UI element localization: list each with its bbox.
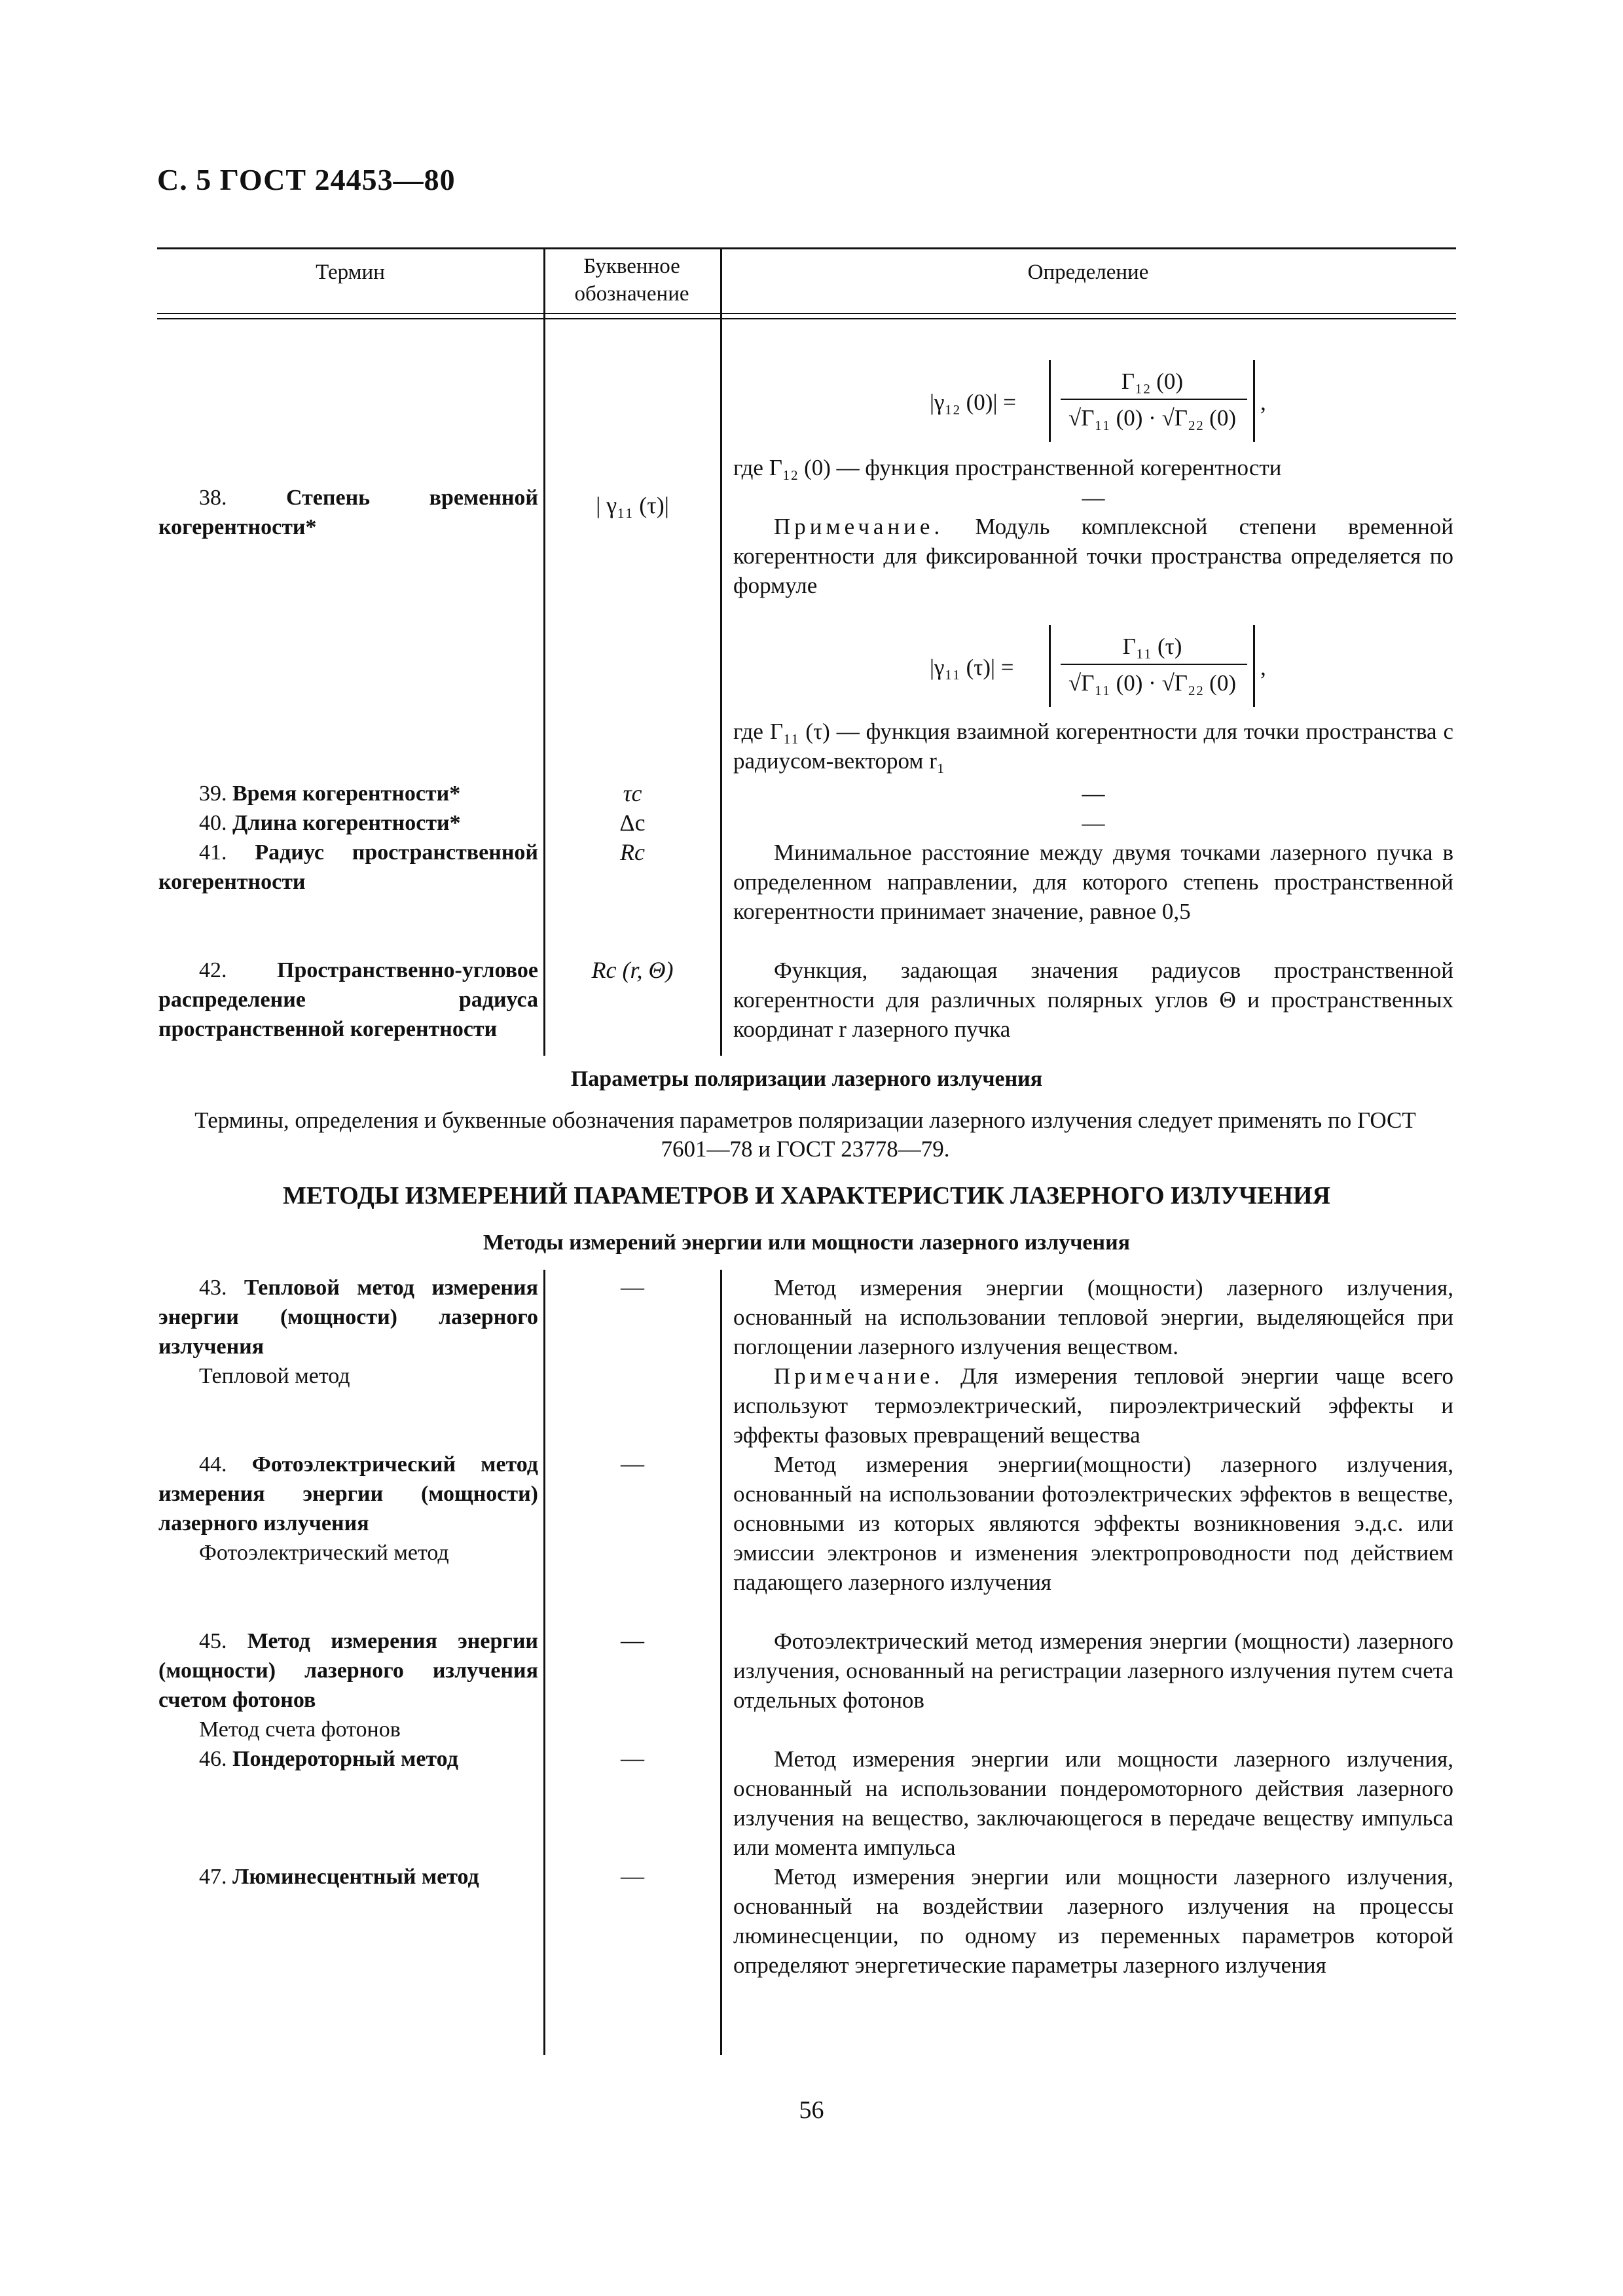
formula-denominator: √Γ₁₁ (0) · √Γ₂₂ (0) [1068,670,1236,696]
term-45-number: 45. [199,1629,227,1653]
formula-numerator: Γ₁₂ (0) [1121,368,1184,394]
fraction-bar [1061,399,1247,400]
abs-bar-right [1253,360,1255,442]
term-39-definition: — [1082,781,1105,806]
section-polarization-text: Термины, определения и буквенные обозначения параметров поляризации лазерного излучения следует применять по ГОСТ 7601—78 и ГОСТ 23778—79. [194,1107,1416,1162]
abs-bar-left [1049,625,1051,707]
term-41-definition: Минимальное расстояние между двумя точками лазерного пучка в определенном направлении, для которого степень пространственной когерентности принимает значение, равное 0,5 [733,840,1453,924]
term-43-note-label: Примечание. [774,1363,944,1389]
definition-gamma11-text: где Γ₁₁ (τ) — функция взаимной когерентности для точки пространства с радиусом-вектором r₁ [733,719,1453,774]
term-47-number: 47. [199,1865,227,1889]
term-47-title: Люминесцентный метод [232,1865,479,1889]
column-header-symbol-line2: обозначение [574,282,689,306]
column-divider-4 [720,1270,722,2055]
column-divider-3 [543,1270,545,2055]
term-38-definition: — [1082,485,1105,511]
table-head-rule [157,313,1456,314]
term-40-symbol: Δс [619,810,646,836]
term-39 [158,779,538,808]
formula-gamma11 [930,622,1270,713]
term-45-symbol: — [621,1627,644,1653]
term-46-definition: Метод измерения энергии или мощности лазерного излучения, основанный на использовании пондеромоторного действия лазерного излучения на вещество, заключающегося в передаче веществу импульса или момента импульса [733,1746,1453,1860]
column-header-symbol-line1: Буквенное [583,255,680,278]
term-42 [158,956,538,1044]
term-39-title: Время когерентности* [232,781,461,806]
term-47-symbol: — [621,1863,644,1889]
term-44-number: 44. [199,1452,227,1477]
term-46 [158,1744,538,1774]
term-41-title: Радиус пространственной когерентности [158,840,539,894]
term-42-definition: Функция, задающая значения радиусов пространственной когерентности для различных полярных углов Θ и пространственных координат r лазерного пучка [733,958,1453,1042]
term-39-symbol: τс [623,780,642,806]
column-header-definition: Определение [1027,260,1149,284]
formula-comma: , [1260,655,1266,680]
column-header-term: Термин [316,260,385,284]
term-40-definition: — [1082,810,1105,836]
term-44-title: Фотоэлектрический метод измерения энергии (мощности) лазерного излучения [158,1452,539,1535]
fraction-bar [1061,664,1247,665]
term-44-definition: Метод измерения энергии(мощности) лазерного излучения, основанный на использовании фотоэлектрических эффектов в веществе, основными из которых являются эффекты возникновения э.д.с. или эмиссии электронов и изменения электропроводности под действием падающего лазерного излучения [733,1452,1453,1595]
page-header: С. 5 ГОСТ 24453—80 [157,163,456,196]
term-40-number: 40. [199,811,227,835]
term-47 [158,1862,538,1892]
column-header-symbol [543,253,720,308]
note-38-text: Модуль комплексной степени временной когерентности для фиксированной точки пространства определяется по формуле [733,514,1453,598]
term-46-title: Пондероторный метод [232,1747,458,1771]
definition-gamma12-text: где Γ₁₂ (0) — функция пространственной когерентности [733,455,1282,480]
term-45 [158,1626,538,1744]
term-42-number: 42. [199,958,227,982]
table-top-rule [157,247,1456,249]
formula-denominator: √Γ₁₁ (0) · √Γ₂₂ (0) [1068,405,1236,431]
term-41-symbol: Rс [620,839,645,865]
term-46-symbol: — [621,1745,644,1771]
term-42-symbol: Rс (r, Θ) [591,957,674,983]
note-38-label: Примечание. [774,514,944,539]
term-43-note: Для измерения тепловой энергии чаще всего используют термоэлектрический, пироэлектрический эффекты и эффекты фазовых превращений вещества [733,1363,1453,1448]
column-divider-2 [720,247,722,1056]
term-43-title: Тепловой метод измерения энергии (мощности) лазерного излучения [158,1276,538,1359]
formula-comma: , [1260,389,1266,415]
term-42-title: Пространственно-угловое распределение радиуса пространственной когерентности [158,958,538,1041]
term-43-short: Тепловой метод [199,1364,350,1388]
term-40-title: Длина когерентности* [232,811,461,835]
column-divider-1 [543,247,545,1056]
abs-bar-left [1049,360,1051,442]
section-methods-subtitle: Методы измерений энергии или мощности лазерного излучения [483,1230,1131,1255]
term-38-text [158,483,538,542]
term-44 [158,1450,538,1568]
formula-lhs: |γ₁₂ (0)| = [930,389,1016,415]
term-39-number: 39. [199,781,227,806]
section-methods-title: МЕТОДЫ ИЗМЕРЕНИЙ ПАРАМЕТРОВ И ХАРАКТЕРИСТИК ЛАЗЕРНОГО ИЗЛУЧЕНИЯ [283,1182,1330,1210]
formula-gamma12 [930,357,1270,448]
term-45-short: Метод счета фотонов [199,1717,401,1742]
table-head-rule-2 [157,318,1456,319]
term-41 [158,838,538,897]
term-38 [158,483,538,542]
term-43 [158,1273,538,1391]
note-38 [733,512,1453,600]
term-45-definition: Фотоэлектрический метод измерения энергии (мощности) лазерного излучения, основанный на регистрации лазерного излучения путем счета отдельных фотонов [733,1628,1453,1713]
term-43-definition: Метод измерения энергии (мощности) лазерного излучения, основанный на использовании тепловой энергии, выделяющейся при поглощении лазерного излучения веществом. Примечание. Для измерения тепловой энергии чаще всего используют термоэлектрический, пироэлектрический эффекты и эффекты фазовых превращений вещества [733,1275,1453,1448]
section-polarization-title: Параметры поляризации лазерного излучения [570,1067,1043,1091]
term-47-definition: Метод измерения энергии или мощности лазерного излучения, основанный на воздействии лазерного излучения на процессы люминесценции, по одному из переменных параметров которой определяют энергетические параметры лазерного излучения [733,1864,1453,1978]
page-number: 56 [799,2096,824,2124]
term-44-symbol: — [621,1450,644,1477]
term-45-title: Метод измерения энергии (мощности) лазерного излучения счетом фотонов [158,1629,538,1712]
term-38-symbol: | γ₁₁ (τ)| [596,492,669,518]
term-43-number: 43. [199,1276,227,1300]
abs-bar-right [1253,625,1255,707]
term-40 [158,808,538,838]
term-38-title: Степень временной когерентности* [158,486,538,539]
term-44-short: Фотоэлектрический метод [199,1541,449,1565]
term-38-number: 38. [199,486,227,510]
term-41-number: 41. [199,840,227,865]
formula-lhs: |γ₁₁ (τ)| = [930,655,1014,680]
term-46-number: 46. [199,1747,227,1771]
formula-numerator: Γ₁₁ (τ) [1122,634,1182,659]
term-43-symbol: — [621,1274,644,1300]
